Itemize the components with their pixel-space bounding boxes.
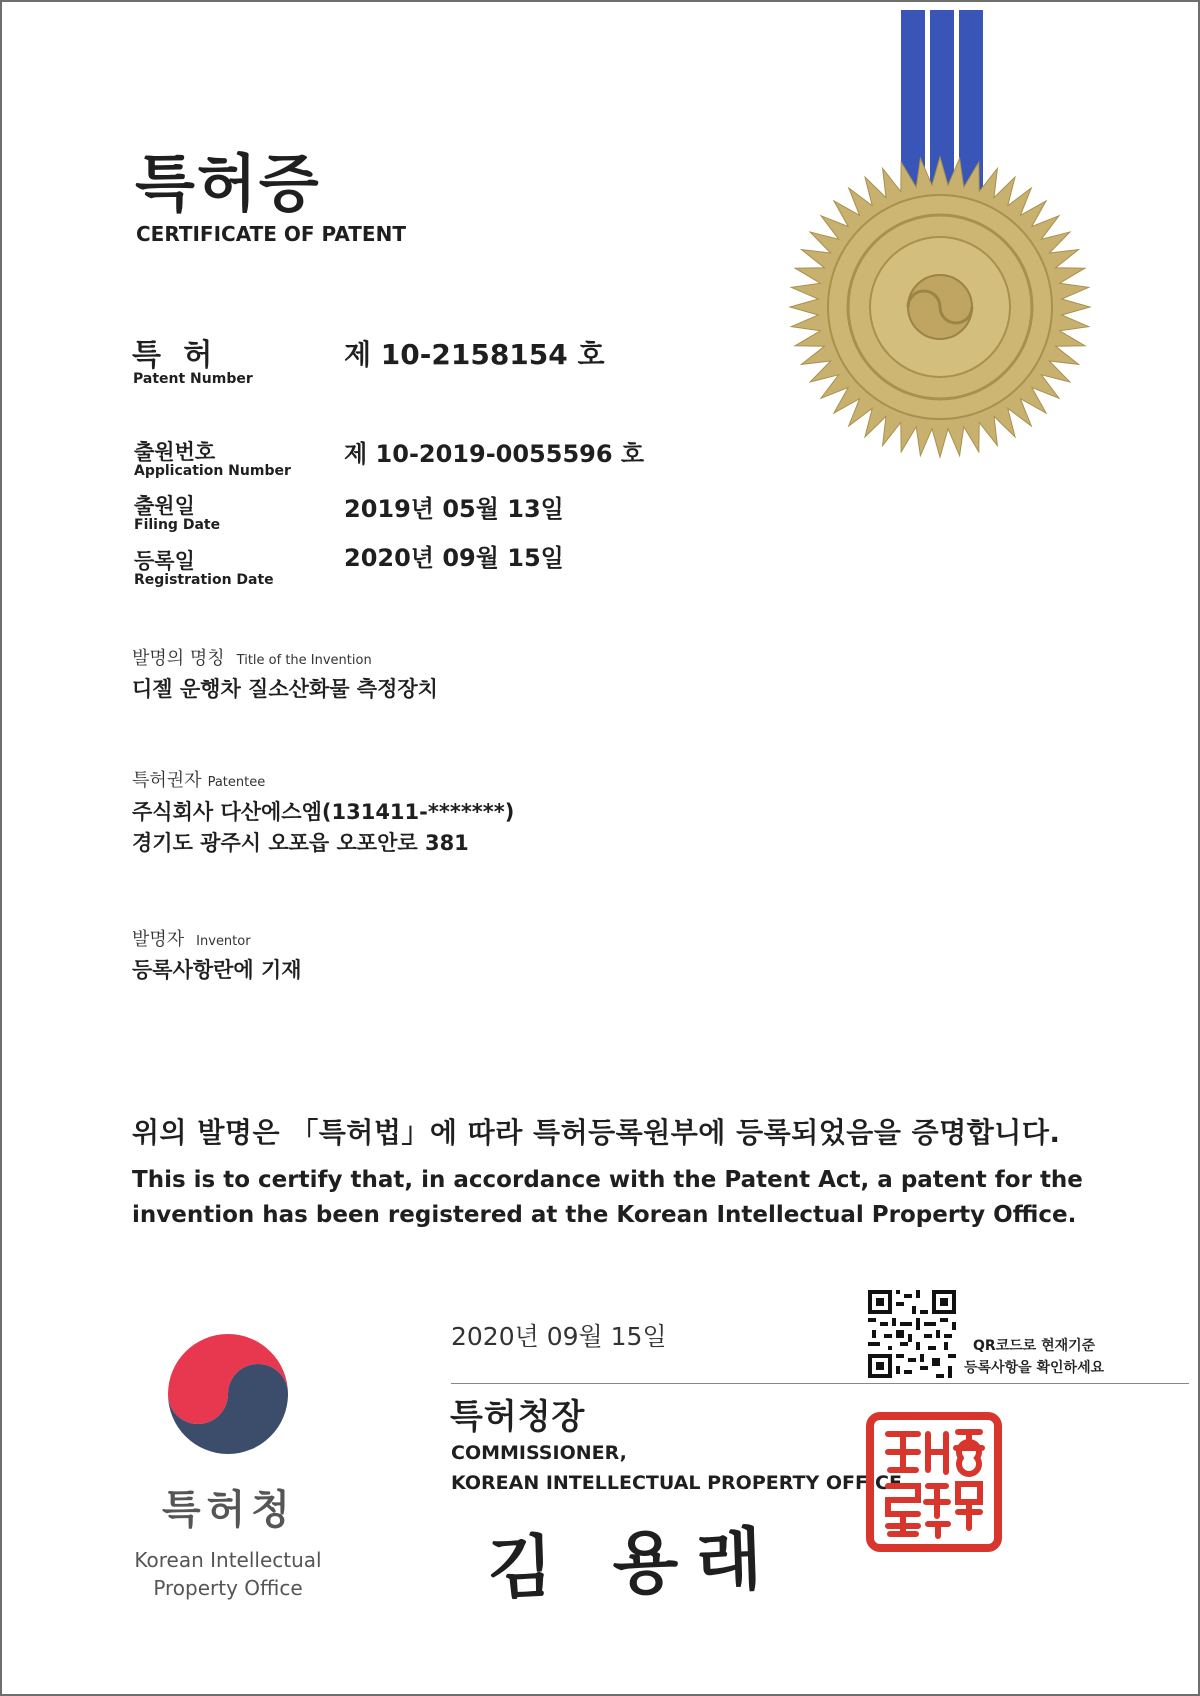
registration-date-label: 등록일 (134, 549, 195, 573)
gold-seal-icon (790, 0, 1090, 460)
patentee-name: 주식회사 다산에스엠(131411-*******) (132, 800, 515, 824)
qr-code-icon[interactable] (868, 1290, 956, 1378)
invention-title-value: 디젤 운행차 질소산화물 측정장치 (132, 677, 438, 701)
qr-note (964, 1335, 1104, 1379)
qr-note-line1: QR코드로 현재기준 (972, 1338, 1096, 1354)
patent-number-label-en: Patent Number (133, 371, 253, 387)
registration-date-value: 2020년 09월 15일 (344, 544, 564, 572)
application-number-label: 출원번호 (134, 440, 216, 464)
certificate-title: 특허증 (135, 147, 321, 220)
kipo-name-ko: 특허청 (162, 1487, 296, 1533)
commissioner-signature: 김 용래 (485, 1518, 782, 1610)
patent-number-value: 제 10-2158154 호 (344, 338, 605, 371)
filing-date-value: 2019년 05월 13일 (344, 495, 564, 523)
commissioner-title-en-line1: COMMISSIONER, (451, 1442, 627, 1464)
kipo-name-en: Korean Intellectual Property Office (134, 1548, 322, 1600)
inventor-value: 등록사항란에 기재 (132, 958, 302, 982)
qr-note-line2: 등록사항을 확인하세요 (964, 1360, 1105, 1376)
commissioner-title: 특허청장 (450, 1397, 586, 1437)
commissioner-title-en (451, 1438, 902, 1498)
inventor-heading (132, 925, 251, 951)
invention-title-label: 발명의 명칭 (132, 648, 225, 669)
certification-statement-en: This is to certify that, in accordance with the Patent Act, a patent for the invention has been registered at the Korean Intellectual Property Office. (132, 1167, 1083, 1228)
patentee-address: 경기도 광주시 오포읍 오포안로 381 (132, 831, 469, 855)
registration-date-label-en: Registration Date (134, 572, 274, 588)
footer-divider (451, 1383, 1189, 1384)
kipo-logo-icon (158, 1324, 298, 1464)
application-number-label-en: Application Number (134, 463, 291, 479)
patentee-heading (132, 766, 265, 792)
issue-date: 2020년 09월 15일 (451, 1322, 667, 1351)
invention-title-heading (132, 644, 372, 670)
patentee-label: 특허권자 (132, 770, 202, 791)
application-number-value: 제 10-2019-0055596 호 (344, 440, 645, 468)
invention-title-label-en: Title of the Invention (236, 653, 372, 668)
patent-number-label: 특 허 (132, 338, 219, 373)
certificate-title-en: CERTIFICATE OF PATENT (136, 222, 406, 246)
patentee-label-en: Patentee (207, 775, 266, 790)
filing-date-label-en: Filing Date (134, 517, 221, 533)
commissioner-title-en-line2: KOREAN INTELLECTUAL PROPERTY OFFICE (451, 1472, 902, 1494)
certification-statement-ko: 위의 발명은 「특허법」에 따라 특허등록원부에 등록되었음을 증명합니다. (132, 1116, 1061, 1149)
filing-date-label: 출원일 (134, 494, 195, 518)
inventor-label: 발명자 (132, 929, 185, 950)
inventor-label-en: Inventor (196, 934, 251, 949)
official-seal-stamp-icon (866, 1412, 1002, 1552)
